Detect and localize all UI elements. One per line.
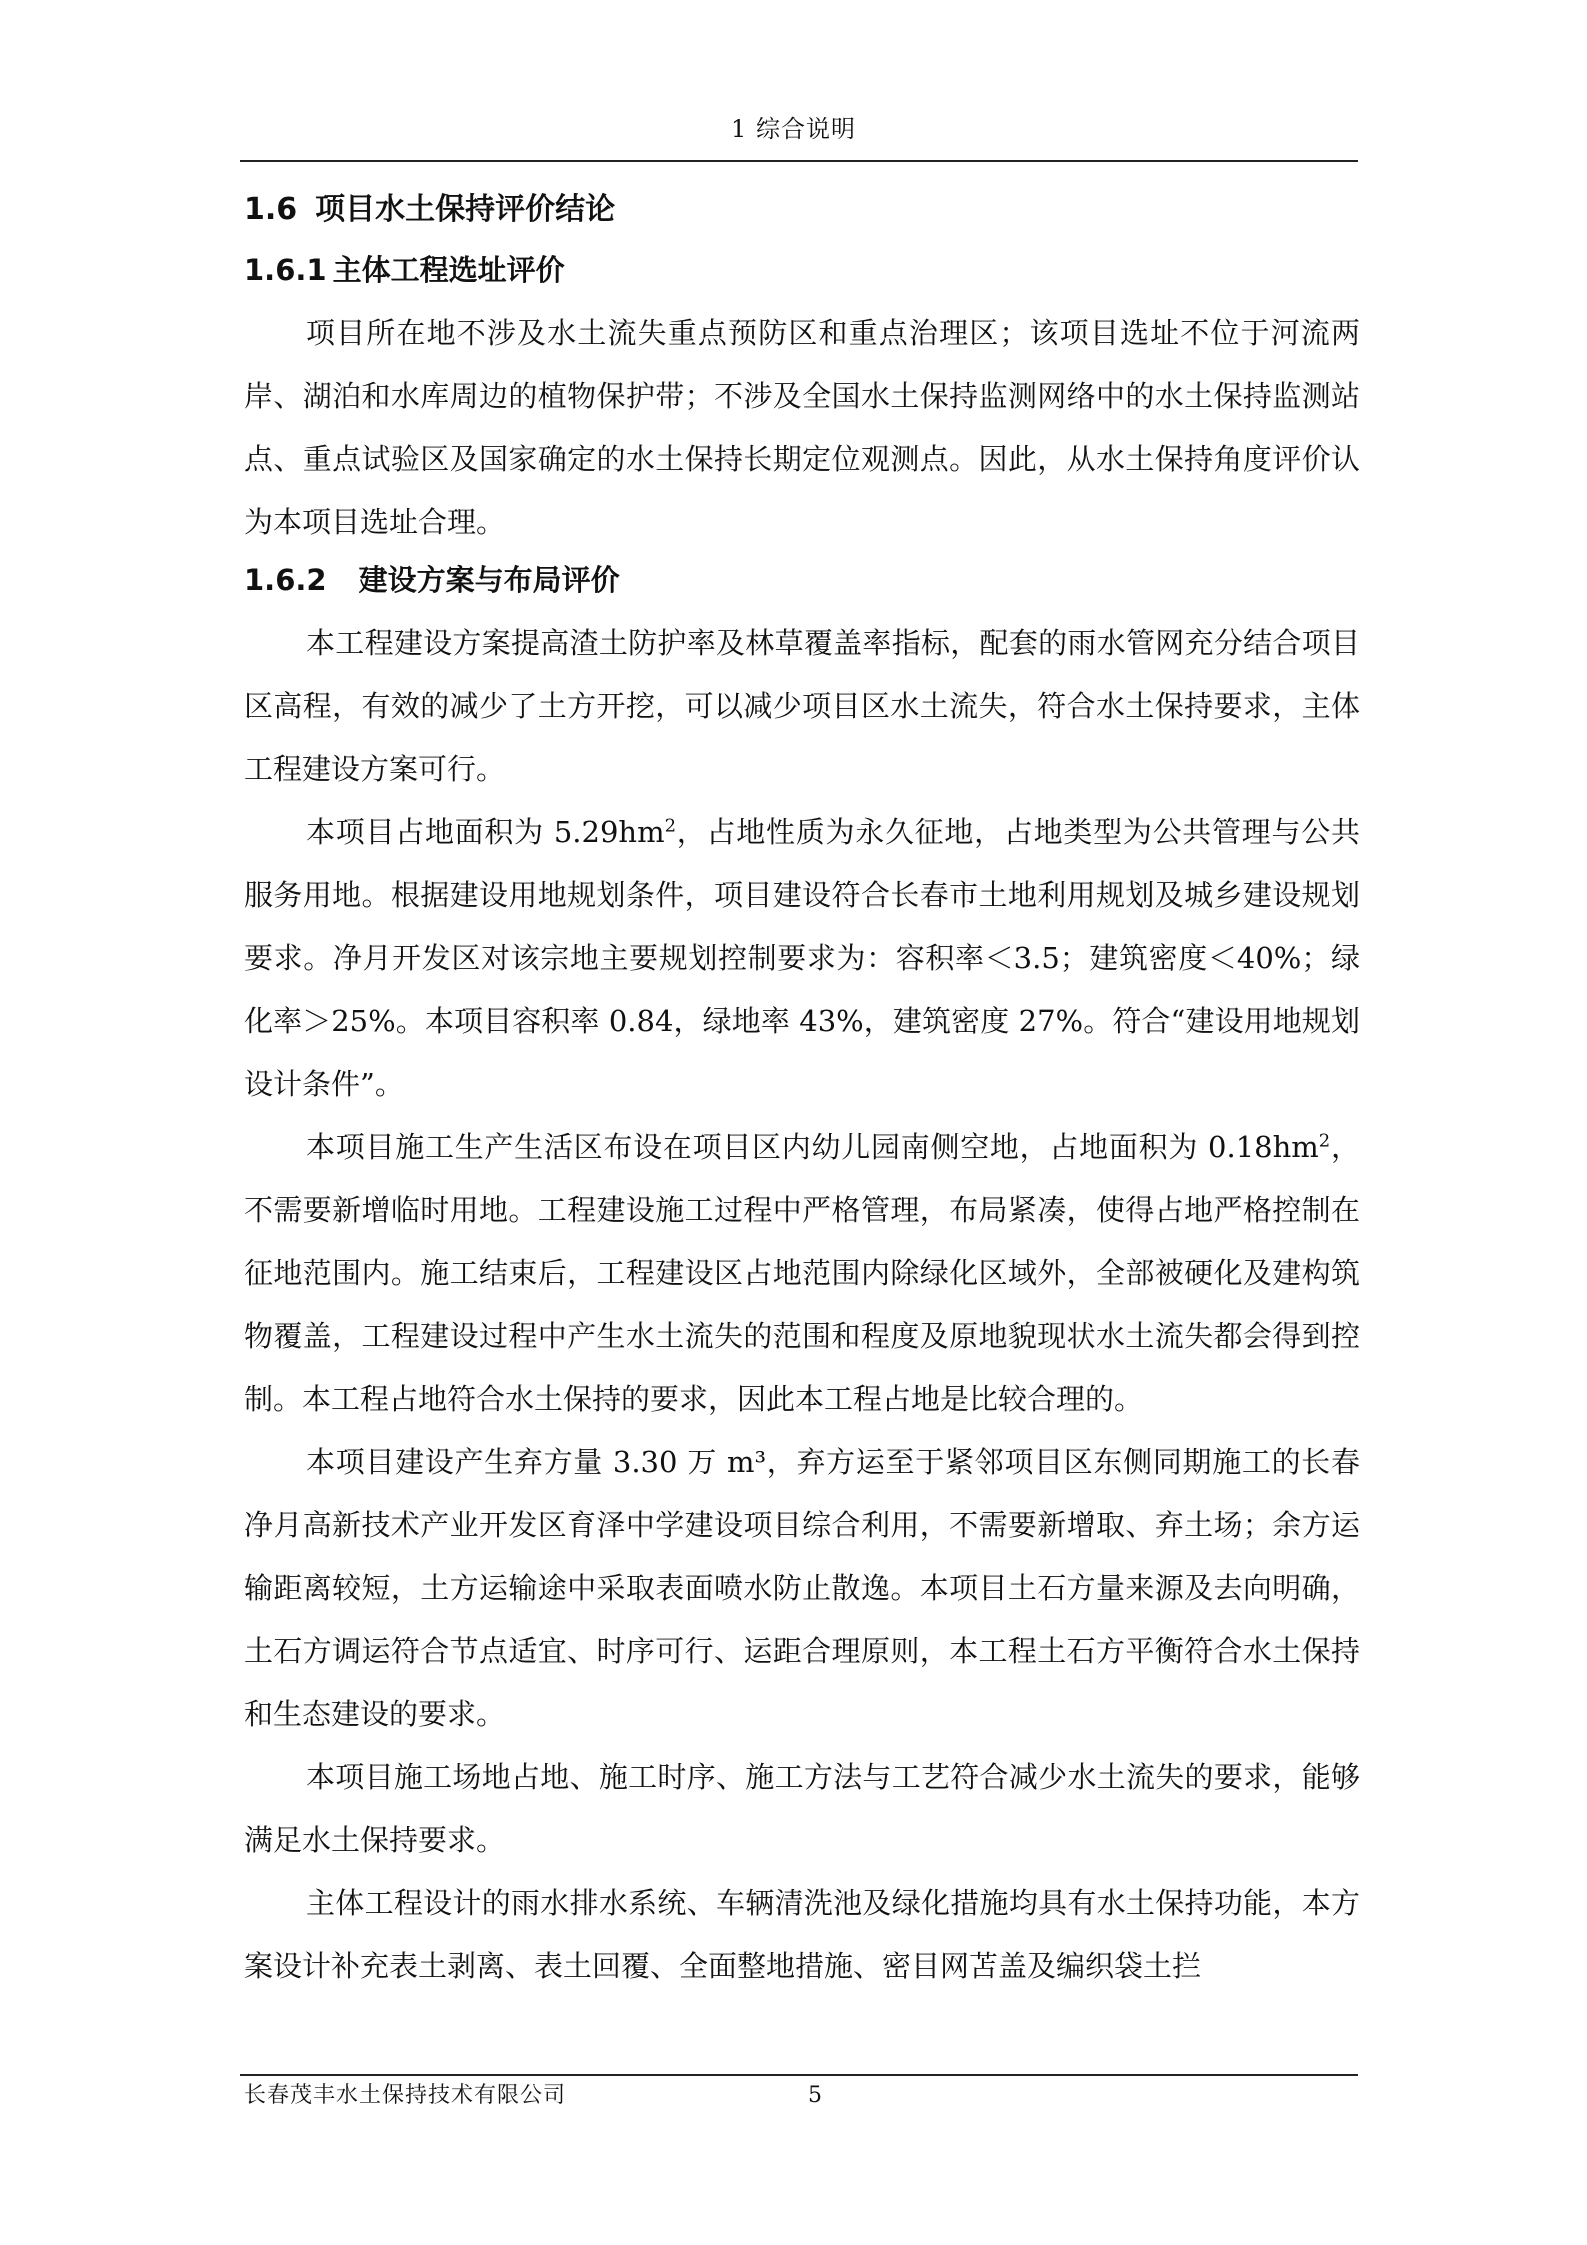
subsection-title: 建设方案与布局评价 [358, 563, 620, 597]
page-number: 5 [808, 2083, 822, 2108]
subsection-heading-1-6-2 [244, 560, 1360, 600]
paragraph-construction-method: 本项目施工场地占地、施工时序、施工方法与工艺符合减少水土流失的要求，能够满足水土保持要求。 [244, 1760, 1360, 1857]
running-header: 1 综合说明 [731, 115, 856, 143]
paragraph-protection-measures: 主体工程设计的雨水排水系统、车辆清洗池及绿化措施均具有水土保持功能，本方案设计补充表土剥离、表土回覆、全面整地措施、密目网苫盖及编织袋土拦 [244, 1886, 1360, 1983]
text-run: 本项目施工生产生活区布设在项目区内幼儿园南侧空地，占地面积为 0.18hm [306, 1130, 1319, 1164]
paragraph-site-selection: 项目所在地不涉及水土流失重点预防区和重点治理区；该项目选址不位于河流两岸、湖泊和水库周边的植物保护带；不涉及全国水土保持监测网络中的水土保持监测站点、重点试验区及国家确定的水土保持长期定位观测点。因此，从水土保持角度评价认为本项目选址合理。 [244, 316, 1360, 539]
header-divider [240, 160, 1358, 162]
footer-company-name: 长春茂丰水土保持技术有限公司 [244, 2083, 567, 2108]
subsection-number: 1.6.1 [244, 253, 327, 287]
superscript: 2 [664, 815, 677, 837]
text-run: ，占地性质为永久征地，占地类型为公共管理与公共服务用地。根据建设用地规划条件，项目建设符合长春市土地利用规划及城乡建设规划要求。净月开发区对该宗地主要规划控制要求为：容积率＜3.5；建筑密度＜40%；绿化率＞25%。本项目容积率 0.84，绿地率 43%，建筑密度 27%。符合“建设用地规划设计条件”。 [244, 815, 1360, 1101]
subsection-number: 1.6.2 [244, 563, 327, 597]
document-body [244, 190, 1360, 1998]
subsection-heading-1-6-1 [244, 250, 1360, 290]
section-heading [244, 190, 1360, 230]
section-title: 项目水土保持评价结论 [315, 192, 616, 227]
paragraph-land-area [244, 801, 1360, 1116]
superscript: 2 [1318, 1130, 1331, 1152]
footer-divider [240, 2074, 1358, 2076]
paragraph-construction-site [244, 1116, 1360, 1431]
text-run: ，不需要新增临时用地。工程建设施工过程中严格管理，布局紧凑，使得占地严格控制在征地范围内。施工结束后，工程建设区占地范围内除绿化区域外，全部被硬化及建构筑物覆盖，工程建设过程中产生水土流失的范围和程度及原地貌现状水土流失都会得到控制。本工程占地符合水土保持的要求，因此本工程占地是比较合理的。 [244, 1130, 1360, 1416]
section-number: 1.6 [244, 192, 298, 227]
paragraph-earthwork-balance: 本项目建设产生弃方量 3.30 万 m³，弃方运至于紧邻项目区东侧同期施工的长春净月高新技术产业开发区育泽中学建设项目综合利用，不需要新增取、弃土场；余方运输距离较短，土方运输途中采取表面喷水防止散逸。本项目土石方量来源及去向明确，土石方调运符合节点适宜、时序可行、运距合理原则，本工程土石方平衡符合水土保持和生态建设的要求。 [244, 1445, 1360, 1731]
text-run: 本项目占地面积为 5.29hm [306, 815, 665, 849]
paragraph-construction-plan: 本工程建设方案提高渣土防护率及林草覆盖率指标，配套的雨水管网充分结合项目区高程，有效的减少了土方开挖，可以减少项目区水土流失，符合水土保持要求，主体工程建设方案可行。 [244, 626, 1360, 786]
subsection-title: 主体工程选址评价 [332, 253, 565, 287]
